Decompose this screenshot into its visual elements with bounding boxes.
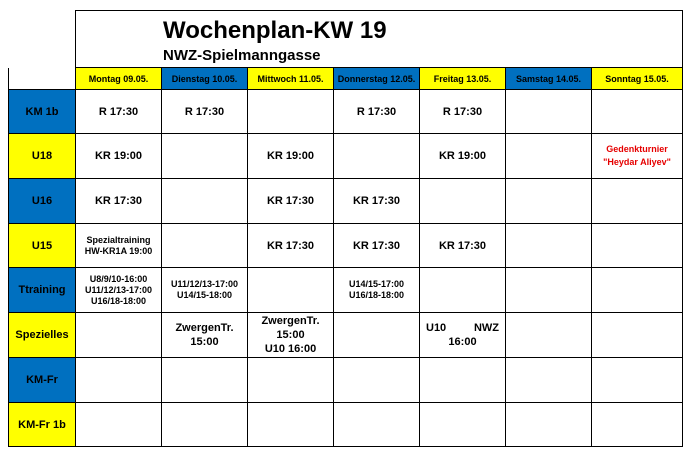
- schedule-cell: [334, 134, 420, 179]
- schedule-cell: [420, 403, 506, 447]
- schedule-cell: [248, 403, 334, 447]
- schedule-cell: [592, 403, 683, 447]
- cell-line: R 17:30: [442, 105, 483, 118]
- schedule-cell: [420, 358, 506, 403]
- schedule-cell: [420, 134, 506, 179]
- row-header-spezielles: Spezielles: [9, 313, 76, 358]
- schedule-cell: [592, 90, 683, 134]
- cell-line: Gedenkturnier: [606, 144, 668, 154]
- table-row: [9, 90, 683, 134]
- cell-line: KR 17:30: [266, 195, 315, 207]
- table-row: [9, 358, 683, 403]
- schedule-cell: [76, 90, 162, 134]
- schedule-cell: [76, 403, 162, 447]
- schedule-cell: [76, 358, 162, 403]
- row-header-km-1b: KM 1b: [9, 90, 76, 134]
- corner-blank: [9, 11, 76, 68]
- cell-line: NWZ: [473, 322, 499, 334]
- schedule-cell: [592, 134, 683, 179]
- cell-line: ZwergenTr.: [175, 322, 234, 334]
- schedule-cell: [334, 268, 420, 313]
- day-header-friday: Freitag 13.05.: [420, 68, 506, 90]
- schedule-cell: [592, 358, 683, 403]
- schedule-cell: [506, 179, 592, 224]
- cell-line: 16:00: [448, 336, 477, 348]
- schedule-cell: [420, 313, 506, 358]
- cell-line: U16/18-18:00: [90, 295, 147, 306]
- table-row: [9, 224, 683, 268]
- cell-line: U8/9/10-16:00: [89, 273, 148, 284]
- schedule-cell: [162, 134, 248, 179]
- schedule-cell: [506, 90, 592, 134]
- day-header-saturday: Samstag 14.05.: [506, 68, 592, 90]
- cell-line: KR 17:30: [352, 239, 401, 252]
- cell-line: U14/15-17:00: [348, 279, 405, 289]
- schedule-cell: [76, 313, 162, 358]
- cell-line: R 17:30: [184, 105, 225, 118]
- day-header-thursday: Donnerstag 12.05.: [334, 68, 420, 90]
- schedule-cell: [420, 179, 506, 224]
- schedule-table: [8, 10, 683, 447]
- table-row: [9, 313, 683, 358]
- schedule-cell: [162, 224, 248, 268]
- schedule-cell: [592, 179, 683, 224]
- schedule-cell: [420, 224, 506, 268]
- day-header-tuesday: Dienstag 10.05.: [162, 68, 248, 90]
- row-header-u15: U15: [9, 224, 76, 268]
- table-row: [9, 268, 683, 313]
- schedule-cell: [248, 134, 334, 179]
- schedule-cell: [420, 90, 506, 134]
- weekly-plan-sheet: [8, 10, 683, 447]
- day-header-wednesday: Mittwoch 11.05.: [248, 68, 334, 90]
- page-title: Wochenplan-KW 19: [163, 17, 387, 44]
- day-header-row: [9, 68, 683, 90]
- schedule-cell: [592, 224, 683, 268]
- day-header-blank: [9, 68, 76, 90]
- cell-line: KR 17:30: [352, 195, 401, 207]
- cell-line: U10: [426, 322, 447, 334]
- schedule-cell: [76, 134, 162, 179]
- day-header-monday: Montag 09.05.: [76, 68, 162, 90]
- schedule-cell: [162, 403, 248, 447]
- cell-line: KR 17:30: [438, 239, 487, 252]
- schedule-cell: [162, 358, 248, 403]
- schedule-cell: [334, 403, 420, 447]
- schedule-cell: [162, 90, 248, 134]
- schedule-cell: [248, 224, 334, 268]
- cell-line: KR 19:00: [438, 150, 487, 162]
- schedule-cell: [334, 90, 420, 134]
- schedule-cell: [248, 90, 334, 134]
- cell-line: R 17:30: [356, 105, 397, 118]
- schedule-cell: [506, 268, 592, 313]
- schedule-body: [9, 90, 683, 447]
- schedule-cell: [334, 313, 420, 358]
- schedule-cell: [506, 403, 592, 447]
- cell-line: U10 16:00: [264, 343, 317, 355]
- cell-line: 15:00: [276, 329, 305, 341]
- cell-line: KR 17:30: [94, 195, 143, 207]
- schedule-cell: [162, 179, 248, 224]
- cell-line: ZwergenTr.: [261, 315, 320, 327]
- row-header-u16: U16: [9, 179, 76, 224]
- cell-line: U14/15-18:00: [176, 290, 233, 300]
- cell-line: KR 19:00: [94, 150, 143, 162]
- cell-line: 15:00: [190, 336, 219, 348]
- schedule-cell: [420, 268, 506, 313]
- schedule-cell: [162, 268, 248, 313]
- schedule-cell: [76, 224, 162, 268]
- schedule-cell: [76, 268, 162, 313]
- schedule-cell: [506, 313, 592, 358]
- row-header-km-fr: KM-Fr: [9, 358, 76, 403]
- cell-line: "Heydar Aliyev": [603, 157, 671, 167]
- day-header-sunday: Sonntag 15.05.: [592, 68, 683, 90]
- schedule-cell: [248, 313, 334, 358]
- row-header-u18: U18: [9, 134, 76, 179]
- cell-line: KR 17:30: [266, 239, 315, 252]
- cell-line: R 17:30: [98, 105, 139, 118]
- table-row: [9, 179, 683, 224]
- cell-line: Spezialtraining: [86, 234, 151, 245]
- schedule-cell: [592, 268, 683, 313]
- schedule-cell: [248, 179, 334, 224]
- table-row: [9, 403, 683, 447]
- row-header-ttraining: Ttraining: [9, 268, 76, 313]
- schedule-cell: [76, 179, 162, 224]
- cell-line: U16/18-18:00: [348, 290, 405, 300]
- schedule-cell: [506, 134, 592, 179]
- page-subtitle: NWZ-Spielmanngasse: [163, 47, 321, 64]
- schedule-cell: [334, 224, 420, 268]
- table-row: [9, 134, 683, 179]
- schedule-cell: [248, 358, 334, 403]
- schedule-cell: [334, 358, 420, 403]
- schedule-cell: [506, 224, 592, 268]
- cell-line: HW-KR1A 19:00: [84, 245, 153, 256]
- schedule-cell: [506, 358, 592, 403]
- cell-line: U11/12/13-17:00: [170, 279, 239, 289]
- row-header-km-fr-1b: KM-Fr 1b: [9, 403, 76, 447]
- title-block: [76, 11, 683, 68]
- schedule-cell: [334, 179, 420, 224]
- schedule-cell: [592, 313, 683, 358]
- cell-line: U11/12/13-17:00: [84, 284, 153, 295]
- schedule-cell: [162, 313, 248, 358]
- cell-line: KR 19:00: [266, 150, 315, 162]
- schedule-cell: [248, 268, 334, 313]
